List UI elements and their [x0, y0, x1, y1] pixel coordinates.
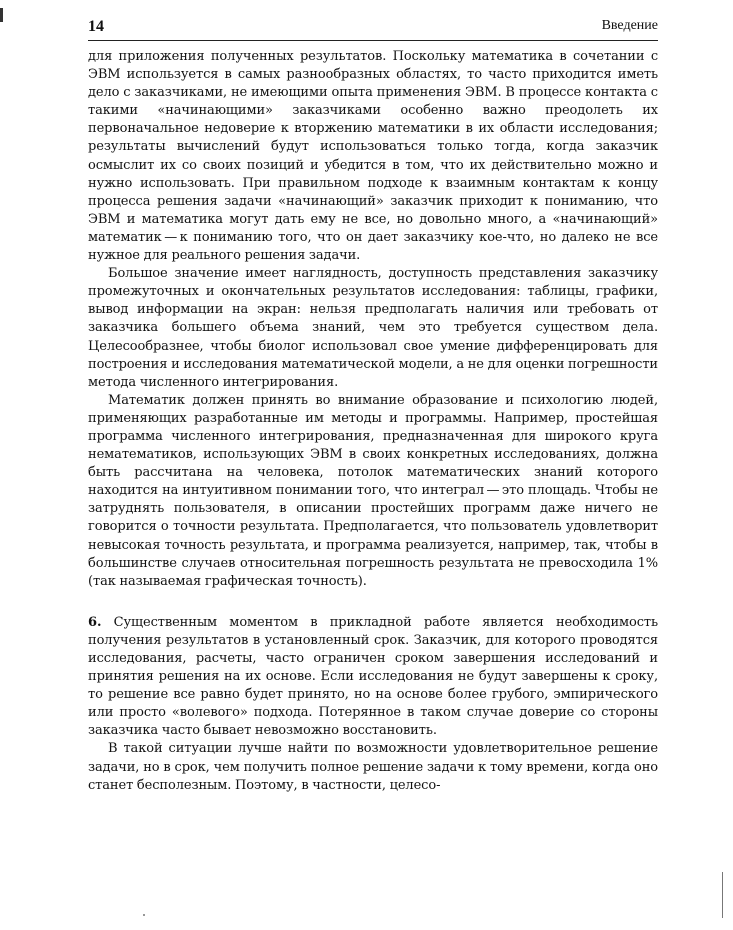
- scan-margin-line: [722, 872, 723, 918]
- paragraph-psychology: Математик должен принять во внимание образование и психологию людей, применяющих разработанные им методы и программы. Например, простейшая программа численного интегрирования, предназначенная для широкого круга нематематиков, использующих ЭВМ в своих конкретных исследованиях, должна быть рассчитана на человека, потолок математических знаний которого находится на интуитивном понимании того, что интеграл — это площадь. Чтобы не затруднять пользователя, в описании простейших программ даже ничего не говорится о точности результата. Предполагается, что пользователь удовлетворит невысокая точность результата, и программа реализуется, например, так, чтобы в большинстве случаев относительная погрешность результата не превосходила 1% (так называемая графическая точность).: [88, 392, 658, 589]
- running-title: Введение: [601, 18, 658, 33]
- item-6-paragraph: [88, 614, 658, 741]
- page-number: 14: [88, 18, 104, 35]
- section-gap: [88, 591, 658, 614]
- scan-edge-mark: [0, 8, 3, 22]
- paragraph-continued: для приложения полученных результатов. Поскольку математика в сочетании с ЭВМ используется в самых разнообразных областях, то часто приходится иметь дело с заказчиками, не имеющими опыта применения ЭВМ. В процессе контакта с такими «начинающими» заказчиками особенно важно преодолеть их первоначальное недоверие к вторжению математики в их области исследования; результаты вычислений будут использоваться только тогда, когда заказчик осмыслит их со своих позиций и убедится в том, что их действительно можно и нужно использовать. При правильном подходе к взаимным контактам к концу процесса решения задачи «начинающий» заказчик приходит к пониманию, что ЭВМ и математика могут дать ему не все, но довольно много, а «начинающий» математик — к пониманию того, что он дает заказчику кое-что, но далеко не все нужное для реального решения задачи.: [88, 49, 658, 264]
- scan-speck: [143, 914, 145, 916]
- paragraph-final: В такой ситуации лучше найти по возможности удовлетворительное решение задачи, но в срок, чем получить полное решение задачи к тому времени, когда оно станет бесполезным. Поэтому, в частности, целесо-: [88, 741, 658, 793]
- body-text: [88, 48, 658, 795]
- item-6-number: 6.: [88, 614, 102, 630]
- item-6-text: Существенным моментом в прикладной работе является необходимость получения результатов в установленный срок. Заказчик, для которого проводятся исследования, расчеты, часто ограничен сроком завершения исследований и принятия решения на их основе. Если исследования не будут завершены к сроку, то решение все равно будет принято, но на основе более грубого, эмпирического или просто «волевого» подхода. Потерянное в таком случае доверие со стороны заказчика часто бывает невозможно восстановить.: [88, 614, 658, 739]
- paragraph-visibility: Большое значение имеет наглядность, доступность представления заказчику промежуточных и окончательных результатов исследования: таблицы, графики, вывод информации на экран: нельзя предполагать наличия или требовать от заказчика большего объема знаний, чем это требуется существом дела. Целесообразнее, чтобы биолог использовал свое умение дифференцировать для построения и исследования математической модели, а не для оценки погрешности метода численного интегрирования.: [88, 266, 658, 390]
- page-header: [88, 16, 658, 38]
- header-rule: [88, 40, 658, 41]
